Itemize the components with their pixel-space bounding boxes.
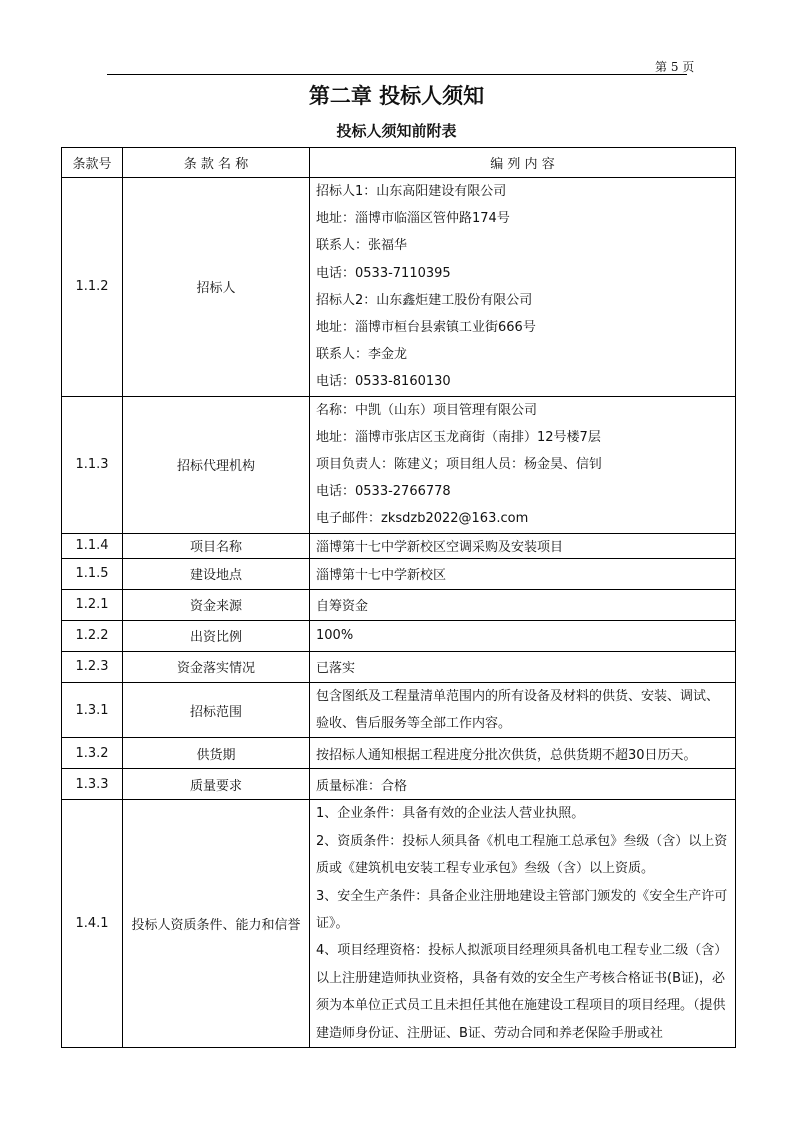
clause-no: 1.1.5 bbox=[62, 558, 123, 589]
clause-name: 出资比例 bbox=[123, 620, 310, 651]
content-paragraph: 3、安全生产条件：具备企业注册地建设主管部门颁发的《安全生产许可证》。 bbox=[316, 888, 728, 932]
content-paragraph: 1、企业条件：具备有效的企业法人营业执照。 bbox=[316, 806, 585, 822]
clause-content: 质量标准：合格 bbox=[310, 769, 736, 800]
clause-no: 1.1.2 bbox=[62, 178, 123, 397]
content-line: 电话：0533-2766778 bbox=[316, 484, 451, 500]
clause-name: 资金落实情况 bbox=[123, 651, 310, 682]
clause-content bbox=[310, 682, 736, 738]
clause-name: 建设地点 bbox=[123, 558, 310, 589]
clause-name: 项目名称 bbox=[123, 533, 310, 558]
table-row bbox=[62, 533, 736, 558]
content-line: 项目负责人：陈建义；项目组人员：杨金昊、信钊 bbox=[316, 457, 603, 473]
content-line: 地址：淄博市张店区玉龙商街（南排）12号楼7层 bbox=[316, 429, 601, 445]
table-title: 投标人须知前附表 bbox=[336, 122, 457, 140]
content-paragraph: 4、项目经理资格：投标人拟派项目经理须具备机电工程专业二级（含）以上注册建造师执业资格，具备有效的安全生产考核合格证书(B证)，必须为本单位正式员工且未担任其他在施建设工程项目的项目经理。（提供建造师身份证、注册证、B证、劳动合同和养老保险手册或社 bbox=[316, 943, 728, 1041]
appendix-table bbox=[61, 147, 736, 1048]
clause-name: 招标人 bbox=[123, 178, 310, 397]
clause-no: 1.1.4 bbox=[62, 533, 123, 558]
header-rule bbox=[107, 74, 687, 75]
clause-no: 1.3.2 bbox=[62, 738, 123, 769]
content-line: 电话：0533-7110395 bbox=[316, 265, 451, 281]
clause-content: 100% bbox=[310, 620, 736, 651]
clause-content: 自筹资金 bbox=[310, 589, 736, 620]
page-number: 第 5 页 bbox=[655, 60, 695, 74]
table-row bbox=[62, 738, 736, 769]
clause-content: 淄博第十七中学新校区空调采购及安装项目 bbox=[310, 533, 736, 558]
clause-name: 资金来源 bbox=[123, 589, 310, 620]
table-row bbox=[62, 800, 736, 1048]
clause-name: 投标人资质条件、能力和信誉 bbox=[123, 800, 310, 1048]
content-line: 招标人2：山东鑫炬建工股份有限公司 bbox=[316, 292, 533, 308]
table-header-row bbox=[62, 148, 736, 178]
header-clause-no: 条款号 bbox=[62, 148, 123, 178]
clause-no: 1.4.1 bbox=[62, 800, 123, 1048]
clause-no: 1.2.3 bbox=[62, 651, 123, 682]
clause-content bbox=[310, 396, 736, 533]
table-row bbox=[62, 178, 736, 397]
clause-content: 按招标人通知根据工程进度分批次供货，总供货期不超30日历天。 bbox=[310, 738, 736, 769]
header-content: 编 列 内 容 bbox=[310, 148, 736, 178]
clause-no: 1.1.3 bbox=[62, 396, 123, 533]
table-row bbox=[62, 620, 736, 651]
table-row bbox=[62, 651, 736, 682]
clause-no: 1.3.3 bbox=[62, 769, 123, 800]
content-paragraph: 2、资质条件：投标人须具备《机电工程施工总承包》叁级（含）以上资质或《建筑机电安装工程专业承包》叁级（含）以上资质。 bbox=[316, 833, 728, 877]
clause-no: 1.2.2 bbox=[62, 620, 123, 651]
content-line: 地址：淄博市桓台县索镇工业街666号 bbox=[316, 320, 536, 336]
clause-name: 供货期 bbox=[123, 738, 310, 769]
clause-content: 淄博第十七中学新校区 bbox=[310, 558, 736, 589]
clause-content bbox=[310, 800, 736, 1048]
content-line: 名称：中凯（山东）项目管理有限公司 bbox=[316, 402, 538, 418]
chapter-title: 第二章 投标人须知 bbox=[308, 84, 485, 108]
clause-content: 已落实 bbox=[310, 651, 736, 682]
clause-name: 招标范围 bbox=[123, 682, 310, 738]
content-line: 联系人：李金龙 bbox=[316, 347, 408, 363]
clause-no: 1.3.1 bbox=[62, 682, 123, 738]
table-row bbox=[62, 682, 736, 738]
table-row bbox=[62, 558, 736, 589]
content-line: 电话：0533-8160130 bbox=[316, 374, 451, 390]
clause-name: 质量要求 bbox=[123, 769, 310, 800]
clause-content bbox=[310, 178, 736, 397]
table-row bbox=[62, 589, 736, 620]
content-line: 招标人1：山东高阳建设有限公司 bbox=[316, 184, 507, 199]
clause-no: 1.2.1 bbox=[62, 589, 123, 620]
table-row bbox=[62, 396, 736, 533]
content-line: 联系人：张福华 bbox=[316, 238, 408, 254]
header-clause-name: 条 款 名 称 bbox=[123, 148, 310, 178]
content-line: 电子邮件：zksdzb2022@163.com bbox=[316, 511, 529, 527]
content-paragraph: 包含图纸及工程量清单范围内的所有设备及材料的供货、安装、调试、验收、售后服务等全部工作内容。 bbox=[316, 688, 720, 732]
table-row bbox=[62, 769, 736, 800]
content-line: 地址：淄博市临淄区管仲路174号 bbox=[316, 211, 510, 227]
clause-name: 招标代理机构 bbox=[123, 396, 310, 533]
